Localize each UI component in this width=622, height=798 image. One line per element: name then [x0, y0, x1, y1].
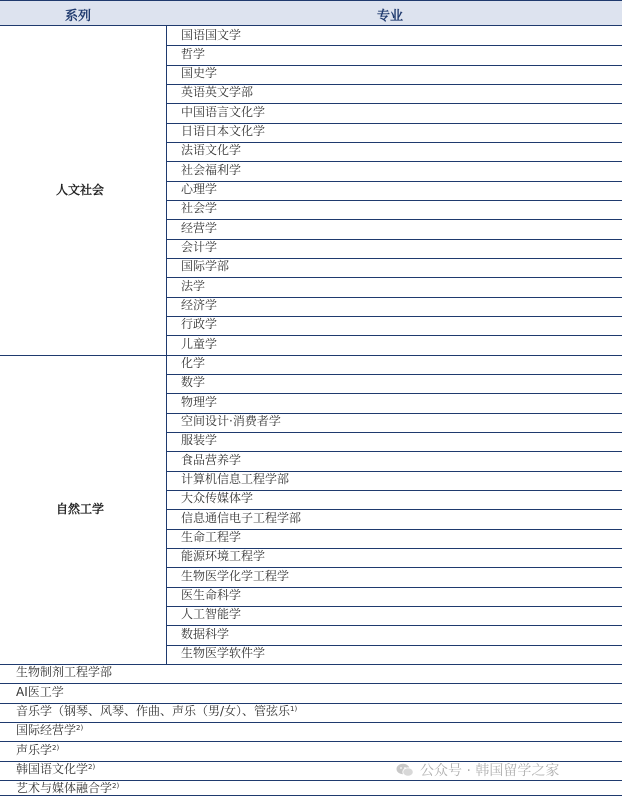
row-divider — [0, 683, 622, 684]
row-divider — [166, 277, 622, 278]
full-row-text: 生物制剂工程学部 — [16, 665, 113, 680]
row-divider — [166, 200, 622, 201]
full-row-text: 国际经营学 — [16, 723, 77, 738]
table-cell-full — [16, 663, 112, 682]
header-category: 系列 — [65, 9, 92, 24]
table-cell-major: 国语国文学 — [181, 27, 242, 42]
table-cell-major: 信息通信电子工程学部 — [181, 510, 302, 525]
row-divider — [0, 722, 622, 723]
table-header — [0, 0, 622, 26]
footnote-marker: 2) — [52, 743, 60, 752]
table-cell-major: 英语英文学部 — [181, 85, 254, 100]
row-divider — [166, 258, 622, 259]
table-cell-major: 数据科学 — [181, 626, 230, 641]
group-divider — [0, 355, 622, 356]
table-cell-major: 化学 — [181, 356, 206, 371]
footnote-marker: 1) — [290, 705, 298, 714]
table-cell-major: 空间设计·消费者学 — [181, 414, 281, 429]
table-cell-major: 国史学 — [181, 66, 218, 81]
row-divider — [166, 239, 622, 240]
row-divider — [166, 316, 622, 317]
row-divider — [0, 741, 622, 742]
table-cell-major: 生命工程学 — [181, 530, 242, 545]
table-cell-major: 医生命科学 — [181, 588, 242, 603]
full-row-text: 声乐学 — [16, 742, 53, 757]
table-cell-major: 行政学 — [181, 317, 218, 332]
wechat-icon — [396, 763, 414, 777]
table-cell-full — [16, 760, 95, 779]
row-divider — [166, 393, 622, 394]
column-divider — [166, 26, 167, 355]
table-cell-major: 生物医学软件学 — [181, 646, 266, 661]
watermark-text: 公众号 · 韩国留学之家 — [420, 763, 560, 779]
header-major: 专业 — [377, 9, 404, 24]
footnote-marker: 2) — [88, 763, 96, 772]
full-row-text: 艺术与媒体融合学 — [16, 781, 113, 796]
table-cell-major: 心理学 — [181, 182, 218, 197]
table-cell-major: 儿童学 — [181, 336, 218, 351]
table-cell-major: 经营学 — [181, 220, 218, 235]
table-cell-full — [16, 683, 64, 702]
table-cell-major: 法学 — [181, 278, 206, 293]
table-cell-major: 生物医学化学工程学 — [181, 568, 290, 583]
row-divider — [166, 335, 622, 336]
table-cell-full — [16, 702, 297, 721]
table-cell-major: 国际学部 — [181, 259, 230, 274]
row-divider — [166, 65, 622, 66]
row-divider — [166, 45, 622, 46]
table-cell-major: 能源环境工程学 — [181, 549, 266, 564]
row-divider — [166, 219, 622, 220]
table-cell-major: 计算机信息工程学部 — [181, 472, 290, 487]
table-cell-major: 会计学 — [181, 240, 218, 255]
footnote-marker: 2) — [112, 782, 120, 791]
table-cell-major: 数学 — [181, 375, 206, 390]
footnote-marker: 2) — [76, 724, 84, 733]
table-cell-major: 法语文化学 — [181, 143, 242, 158]
table-cell-major: 中国语言文化学 — [181, 104, 266, 119]
table-cell-major: 人工智能学 — [181, 607, 242, 622]
table-cell-full — [16, 741, 59, 760]
row-divider — [166, 181, 622, 182]
table-cell-major: 物理学 — [181, 394, 218, 409]
column-divider — [166, 355, 167, 664]
full-row-text: AI医工学 — [16, 684, 64, 699]
row-divider — [166, 297, 622, 298]
table-cell-major: 社会学 — [181, 201, 218, 216]
watermark — [396, 760, 559, 780]
row-divider — [166, 432, 622, 433]
table-cell-major: 食品营养学 — [181, 452, 242, 467]
table-cell-major: 经济学 — [181, 298, 218, 313]
table-cell-full — [16, 721, 83, 740]
table-cell-major: 服装学 — [181, 433, 218, 448]
category-label: 自然工学 — [56, 502, 105, 517]
table-cell-major: 日语日本文化学 — [181, 124, 266, 139]
table-cell-major: 社会福利学 — [181, 162, 242, 177]
table-cell-major: 哲学 — [181, 46, 206, 61]
row-divider — [166, 374, 622, 375]
full-row-text: 韩国语文化学 — [16, 762, 89, 777]
table-cell-major: 大众传媒体学 — [181, 491, 254, 506]
row-divider — [166, 625, 622, 626]
full-row-text: 音乐学（钢琴、风琴、作曲、声乐（男/女）、管弦乐 — [16, 704, 291, 719]
category-label: 人文社会 — [56, 183, 105, 198]
